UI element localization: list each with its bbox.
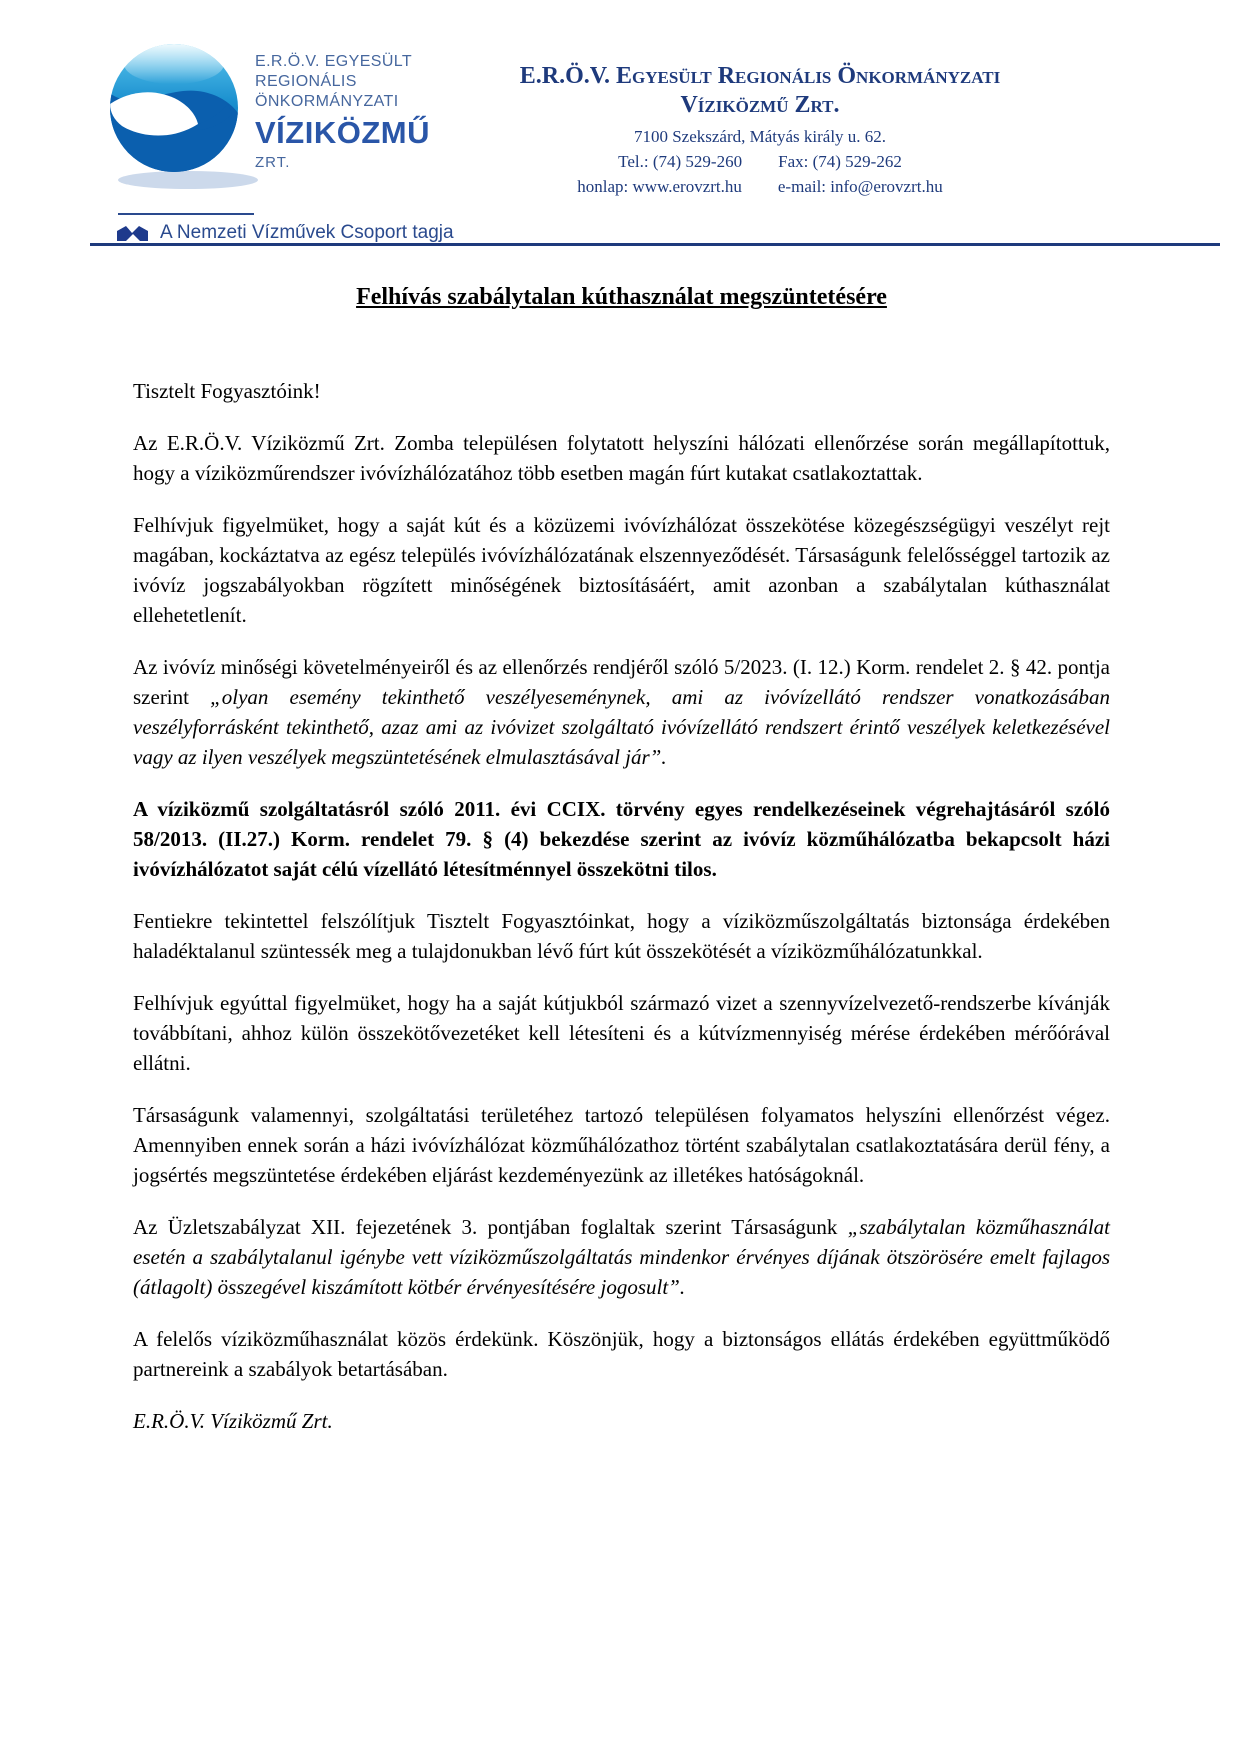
regulation-intro-text: Az ivóvíz minőségi követelményeiről és az ellenőrzés rendjéről szóló 5/2023. (I. 12.) Korm. rendelet 2. § 42. pontja szerint xyxy=(133,655,1110,709)
document-title: Felhívás szabálytalan kúthasználat megszüntetésére xyxy=(356,284,887,310)
paragraph-inspection-findings: Az E.R.Ö.V. Víziközmű Zrt. Zomba településen folytatott helyszíni hálózati ellenőrzése során megállapítottuk, hogy a víziközműrendszer ivóvízhálózatához több esetben magán fúrt kutakat csatlakoztattak. xyxy=(133,431,1110,485)
logo-wordmark xyxy=(255,52,430,171)
penalty-intro-text: Az Üzletszabályzat XII. fejezetének 3. pontjában foglaltak szerint Társaságunk xyxy=(133,1215,848,1239)
group-tagline xyxy=(116,222,454,244)
signature: E.R.Ö.V. Víziközmű Zrt. xyxy=(133,1409,333,1433)
nemzeti-vizmuvek-icon xyxy=(116,224,150,242)
water-sphere-icon xyxy=(108,40,258,190)
paragraph-closing-thanks: A felelős víziközműhasználat közös érdekünk. Köszönjük, hogy a biztonságos ellátás érdekében együttműködő partnereink a szabályok betartásában. xyxy=(133,1327,1110,1381)
paragraph-law-prohibition-bold: A víziközmű szolgáltatásról szóló 2011. évi CCIX. törvény egyes rendelkezéseinek végrehajtásáról szóló 58/2013. (II.27.) Korm. rendelet 79. § (4) bekezdése szerint az ivóvíz közműhálózatba bekapcsolt házi ivóvízhálózatot saját célú vízellátó létesítménnyel összekötni tilos. xyxy=(133,797,1110,881)
letterhead-address: 7100 Szekszárd, Mátyás király u. 62. xyxy=(633,127,887,146)
paragraph-regulation-quote xyxy=(133,652,1110,772)
header-separator-line xyxy=(90,243,1220,246)
logo-company-suffix: ZRT. xyxy=(255,154,291,171)
logo-divider-line xyxy=(118,213,254,215)
regulation-quote-italic: „olyan esemény tekinthető veszélyeseménynek, ami az ivóvízellátó rendszer vonatkozásában veszélyforrásként tekinthető, azaz ami az ivóvizet szolgáltató ivóvízellátó rendszert érintő veszélyek keletkezésével vagy az ilyen veszélyek megszüntetésének elmulasztásával jár”. xyxy=(133,685,1110,769)
penalty-quote-italic: „szabálytalan közműhasználat esetén a szabálytalanul igénybe vett víziközműszolgáltatás mindenkor érvényes díjának ötszörösére emelt fajlagos (átlagolt) összegével kiszámított kötbér érvényesítésére jogosult”. xyxy=(133,1215,1110,1299)
paragraph-penalty-quote xyxy=(133,1212,1110,1302)
letterhead-tel: Tel.: (74) 529-260 xyxy=(618,152,743,171)
paragraph-call-to-action: Fentiekre tekintettel felszólítjuk Tisztelt Fogyasztóinkat, hogy a víziközműszolgáltatás biztonsága érdekében haladéktalanul szüntessék meg a tulajdonukban lévő fúrt kút összekötését a víziközműhálózatunkkal. xyxy=(133,909,1110,963)
logo-brand-name: VÍZIKÖZMŰ xyxy=(255,115,430,150)
letterhead-fax: Fax: (74) 529-262 xyxy=(778,152,902,171)
letterhead-web-row xyxy=(455,174,1065,199)
letter-body xyxy=(133,282,1110,1458)
company-logo xyxy=(108,40,258,195)
letterhead-company-line1: E.R.Ö.V. Egyesült Regionális Önkormányzati xyxy=(519,63,1001,89)
letterhead-website: honlap: www.erovzrt.hu xyxy=(577,177,742,196)
letterhead-email: e-mail: info@erovzrt.hu xyxy=(777,177,943,196)
group-tagline-text: A Nemzeti Vízművek Csoport tagja xyxy=(160,222,454,243)
letterhead xyxy=(455,62,1065,199)
paragraph-health-risk: Felhívjuk figyelmüket, hogy a saját kút és a közüzemi ivóvízhálózat összekötése közegészségügyi veszélyt rejt magában, kockáztatva az egész település ivóvízhálózatának elszennyeződését. Társaságunk felelősséggel tartozik az ivóvíz jogszabályokban rögzített minőségének biztosításáért, amit azonban a szabálytalan kúthasználat ellehetetlenít. xyxy=(133,513,1110,627)
letterhead-company-line2: Víziközmű Zrt. xyxy=(680,92,840,118)
logo-org-line1: E.R.Ö.V. EGYESÜLT xyxy=(255,53,413,70)
logo-org-line2: REGIONÁLIS xyxy=(255,73,357,90)
paragraph-sewer-requirements: Felhívjuk egyúttal figyelmüket, hogy ha a saját kútjukból származó vizet a szennyvízelvezető-rendszerbe kívánják továbbítani, ahhoz külön összekötővezetéket kell létesíteni és a kútvízmennyiség mérése érdekében mérőórával ellátni. xyxy=(133,991,1110,1075)
letterhead-phone-row xyxy=(455,149,1065,174)
salutation: Tisztelt Fogyasztóink! xyxy=(133,379,321,403)
paragraph-ongoing-inspections: Társaságunk valamennyi, szolgáltatási területéhez tartozó településen folyamatos helyszíni ellenőrzést végez. Amennyiben ennek során a házi ivóvízhálózat közműhálózathoz történt szabálytalan csatlakoztatására derül fény, a jogsértés megszüntetése érdekében eljárást kezdeményezünk az illetékes hatóságoknál. xyxy=(133,1103,1110,1187)
logo-org-line3: ÖNKORMÁNYZATI xyxy=(255,93,399,110)
